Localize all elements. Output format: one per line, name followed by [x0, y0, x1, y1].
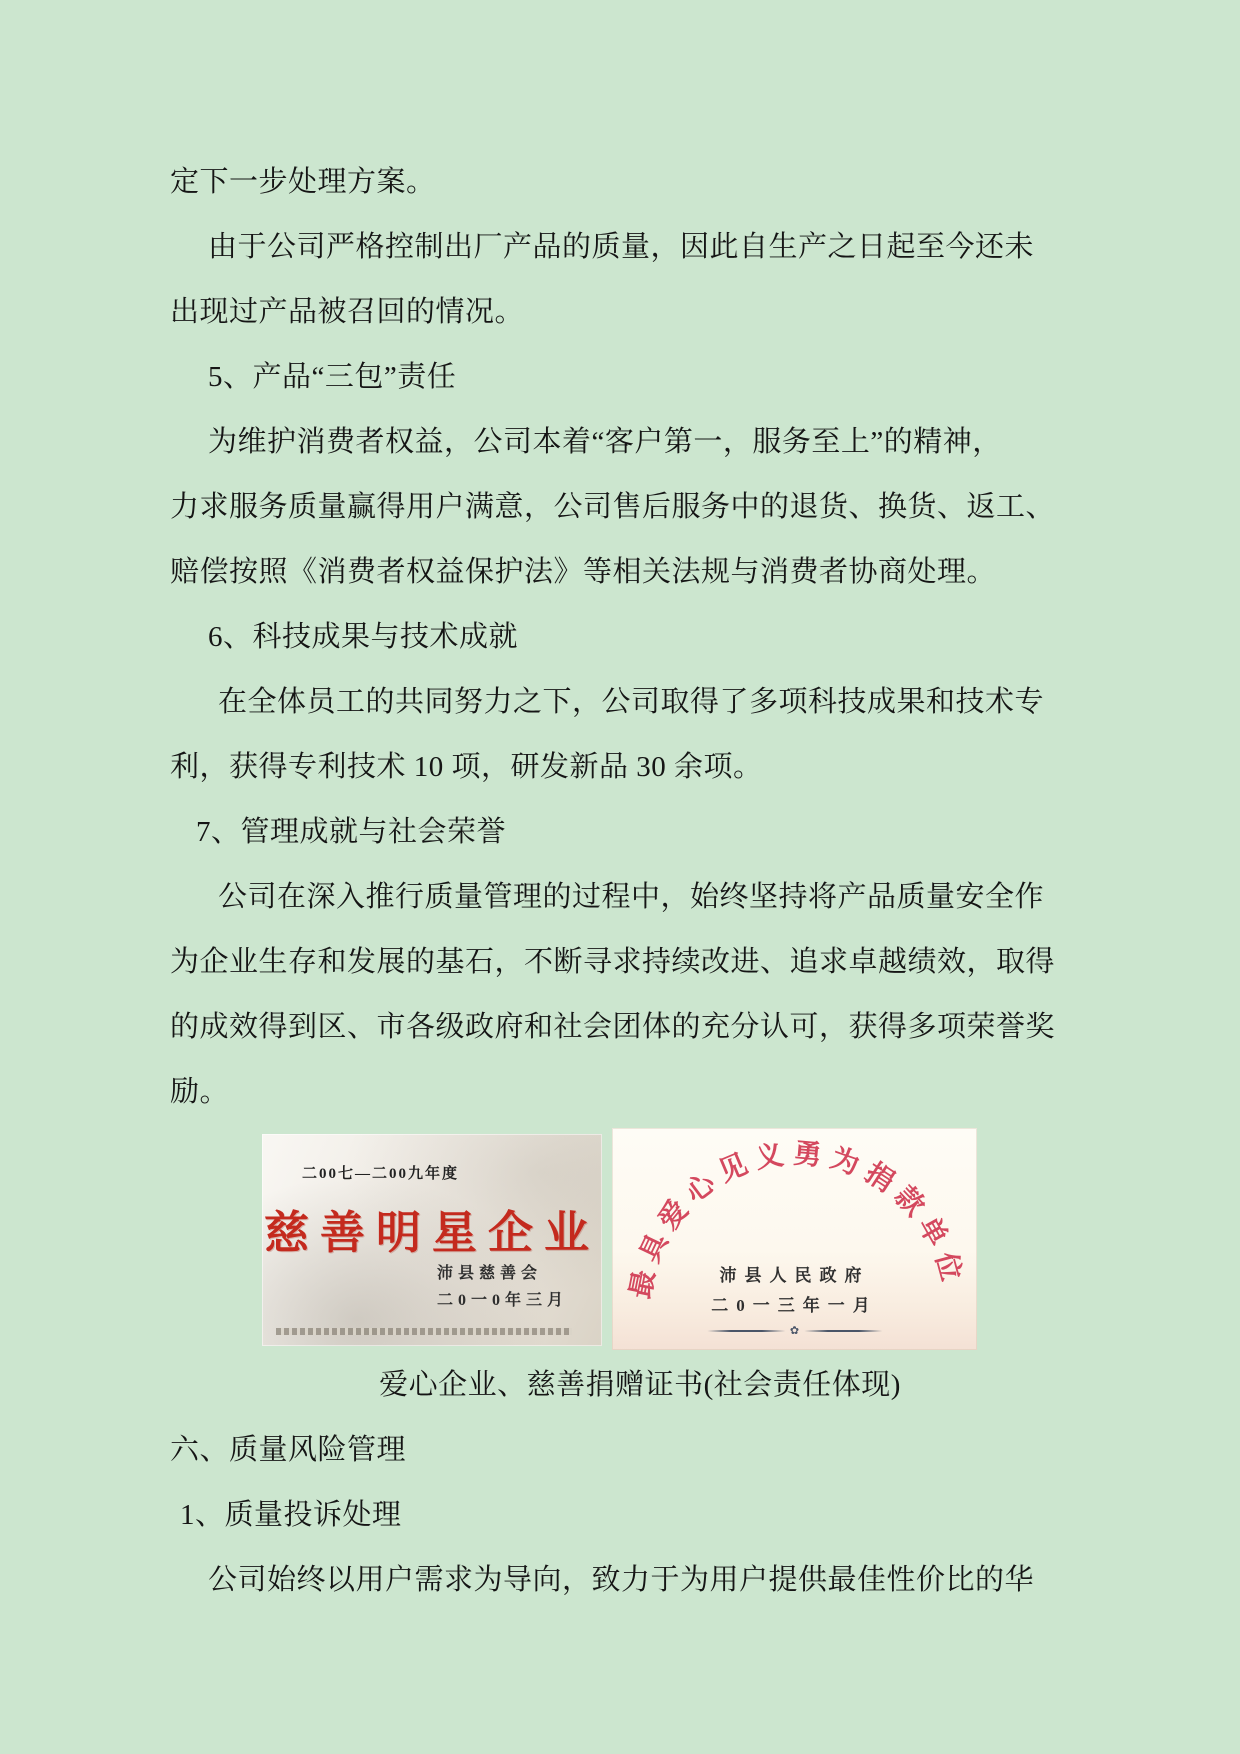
- body-line: 定下一步处理方案。: [170, 166, 436, 198]
- body-line: 利，获得专利技术 10 项，研发新品 30 余项。: [170, 751, 763, 783]
- certificate-images-row: [262, 1128, 1070, 1350]
- flower-icon: ✿: [789, 1325, 800, 1337]
- body-line: 公司始终以用户需求为导向，致力于为用户提供最佳性价比的华: [208, 1564, 1035, 1596]
- certificate-date: 二0一0年三月: [436, 1291, 568, 1309]
- certificate-period-text: 二00七—二00九年度: [302, 1166, 460, 1182]
- body-line: 公司在深入推行质量管理的过程中，始终坚持将产品质量安全作: [218, 881, 1045, 913]
- subsection-heading: 1、质量投诉处理: [180, 1499, 402, 1531]
- certificate-issuer: 沛县人民政府: [719, 1266, 870, 1285]
- body-line: 为维护消费者权益，公司本着“客户第一，服务至上”的精神，: [208, 426, 1002, 458]
- body-line: 7、管理成就与社会荣誉: [196, 816, 507, 848]
- certificate-issuer-block: [437, 1260, 568, 1314]
- certificate-date: 二0一三年一月: [711, 1296, 878, 1315]
- body-line: 由于公司严格控制出厂产品的质量，因此自生产之日起至今还未: [208, 231, 1035, 263]
- body-line: 励。: [170, 1076, 230, 1108]
- certificate-arc-title: 最具爱心见义勇为捐款单位: [625, 1138, 969, 1302]
- body-line: 为企业生存和发展的基石，不断寻求持续改进、追求卓越绩效，取得: [170, 946, 1056, 978]
- certificate-title: 慈善明星企业: [263, 1208, 600, 1258]
- body-line: 6、科技成果与技术成就: [208, 621, 519, 653]
- body-line: 出现过产品被召回的情况。: [170, 296, 525, 328]
- flourish-ornament: [707, 1324, 882, 1337]
- body-line: 力求服务质量赢得用户满意，公司售后服务中的退货、换货、返工、: [170, 491, 1056, 523]
- arc-title-graphic: [612, 1128, 977, 1350]
- image-caption: 爱心企业、慈善捐赠证书(社会责任体现): [379, 1369, 901, 1401]
- certificate-charity-star-enterprise: [262, 1134, 602, 1346]
- body-line: 赔偿按照《消费者权益保护法》等相关法规与消费者协商处理。: [170, 556, 997, 588]
- certificate-issuer: 沛县慈善会: [436, 1264, 542, 1282]
- body-line: 在全体员工的共同努力之下，公司取得了多项科技成果和技术专: [218, 686, 1045, 718]
- section-heading: 六、质量风险管理: [170, 1434, 407, 1466]
- certificate-border-pattern: [276, 1328, 572, 1335]
- body-line: 5、产品“三包”责任: [208, 361, 457, 393]
- body-line: 的成效得到区、市各级政府和社会团体的充分认可，获得多项荣誉奖: [170, 1011, 1056, 1043]
- certificate-donation-unit: [612, 1128, 977, 1350]
